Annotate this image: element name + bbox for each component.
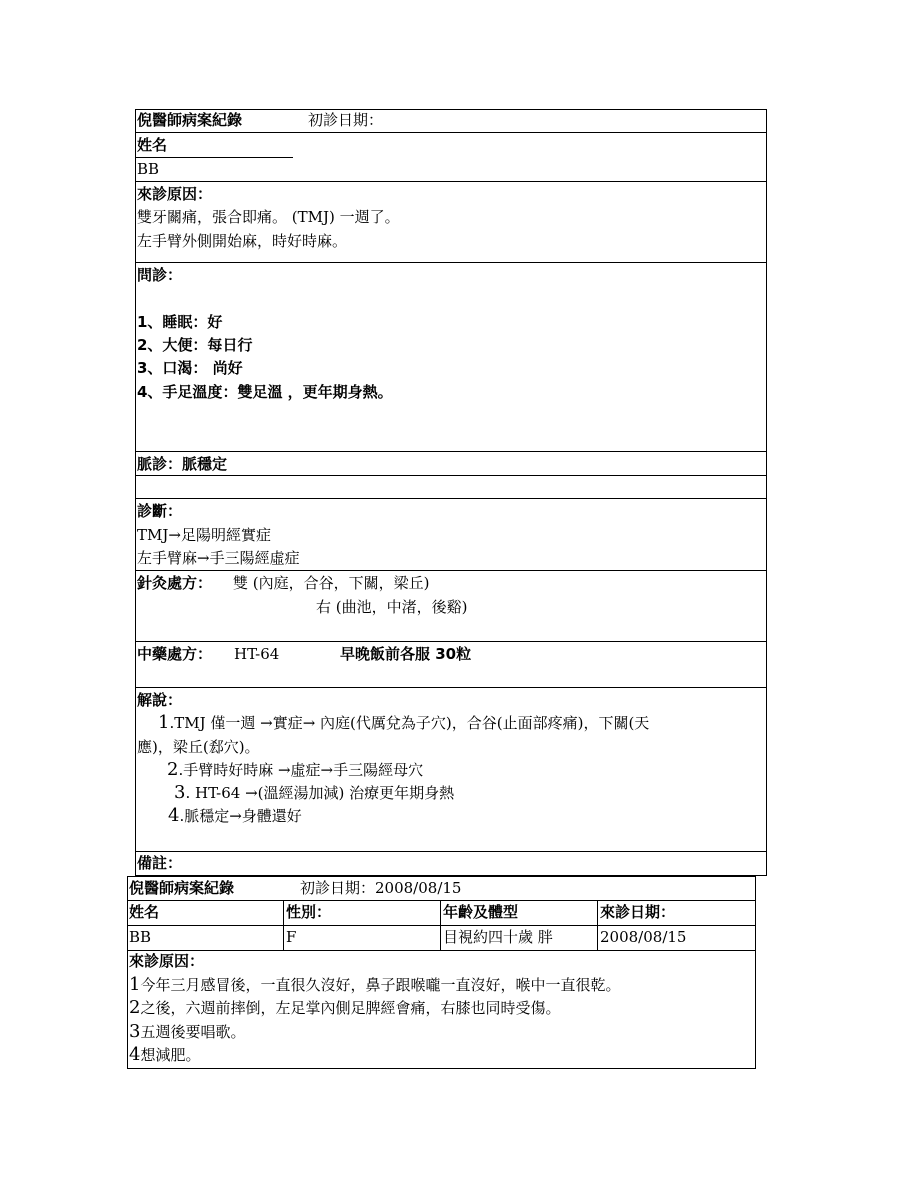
divider	[135, 181, 767, 182]
herbal-name: HT-64	[234, 645, 280, 663]
divider	[135, 851, 767, 852]
inquiry-item: 3、口渴： 尚好	[137, 359, 243, 377]
diagnosis-line: 左手臂麻→手三陽經虛症	[137, 549, 300, 567]
reason-item: 3五週後要唱歌。	[129, 1021, 246, 1042]
first-visit-label: 初診日期：	[308, 111, 384, 129]
divider	[135, 451, 767, 452]
divider	[135, 262, 767, 263]
reason-label: 來診原因：	[129, 952, 205, 970]
divider	[135, 570, 767, 571]
herbal-dose: 早晚飯前各服 30粒	[340, 645, 472, 663]
reason-item: 4想減肥。	[129, 1044, 201, 1065]
remarks-label: 備註：	[137, 854, 183, 872]
first-visit-date: 初診日期：2008/08/15	[300, 879, 462, 897]
visit-date-value: 2008/08/15	[600, 928, 687, 946]
gender-value: F	[286, 928, 297, 946]
diagnosis-label: 診斷：	[137, 502, 183, 520]
divider	[135, 641, 767, 642]
acupuncture-line: 雙 (內庭，合谷，下關，梁丘)	[233, 574, 430, 592]
explain-item-2: 2.手臂時好時麻 →虛症→手三陽經母穴	[167, 759, 424, 780]
record-2-title: 倪醫師病案紀錄	[129, 879, 235, 897]
reason-label: 來診原因：	[137, 185, 213, 203]
acupuncture-line: 右 (曲池，中渚，後谿)	[316, 598, 468, 616]
reason-item: 2之後，六週前摔倒，左足掌內側足脾經會痛，右膝也同時受傷。	[129, 997, 561, 1018]
age-label: 年齡及體型	[443, 903, 519, 921]
gender-label: 性別：	[286, 903, 332, 921]
column-divider	[440, 900, 441, 950]
inquiry-item: 4、手足溫度：雙足溫 ，更年期身熱。	[137, 383, 393, 401]
divider	[127, 950, 756, 951]
reason-line: 左手臂外側開始麻，時好時麻。	[137, 232, 348, 250]
explain-item-1: 1.TMJ 僅一週 →實症→ 內庭(代厲兌為子穴)，合谷(止面部疼痛)，下關(天	[158, 712, 650, 733]
inquiry-item: 1、睡眠：好	[137, 313, 223, 331]
name-value: BB	[129, 928, 152, 946]
explain-label: 解說：	[137, 691, 183, 709]
pulse-diagnosis: 脈診：脈穩定	[137, 455, 228, 473]
divider	[135, 475, 767, 476]
acupuncture-label: 針灸處方：	[137, 574, 213, 592]
reason-item: 1今年三月感冒後，一直很久沒好，鼻子跟喉嚨一直沒好，喉中一直很乾。	[129, 974, 621, 995]
name-label: 姓名	[129, 903, 160, 921]
column-divider	[597, 900, 598, 950]
explain-item-4: 4.脈穩定→身體還好	[168, 805, 302, 826]
name-label: 姓名	[137, 136, 168, 154]
visit-date-label: 來診日期：	[600, 903, 676, 921]
reason-line: 雙牙關痛，張合即痛。 (TMJ) 一週了。	[137, 208, 400, 226]
divider	[135, 687, 767, 688]
herbal-label: 中藥處方：	[137, 645, 213, 663]
divider	[135, 498, 767, 499]
name-value: BB	[137, 160, 160, 178]
divider	[135, 132, 767, 133]
explain-item-1-cont: 應)，梁丘(郄穴)。	[137, 738, 260, 756]
column-divider	[283, 900, 284, 950]
record-1-title: 倪醫師病案紀錄	[137, 111, 243, 129]
explain-item-3: 3. HT-64 →(溫經湯加減) 治療更年期身熱	[174, 782, 455, 803]
diagnosis-line: TMJ→足陽明經實症	[137, 526, 271, 544]
inquiry-label: 問診：	[137, 266, 183, 284]
age-value: 目視約四十歲 胖	[443, 928, 553, 946]
inquiry-item: 2、大便：每日行	[137, 336, 253, 354]
